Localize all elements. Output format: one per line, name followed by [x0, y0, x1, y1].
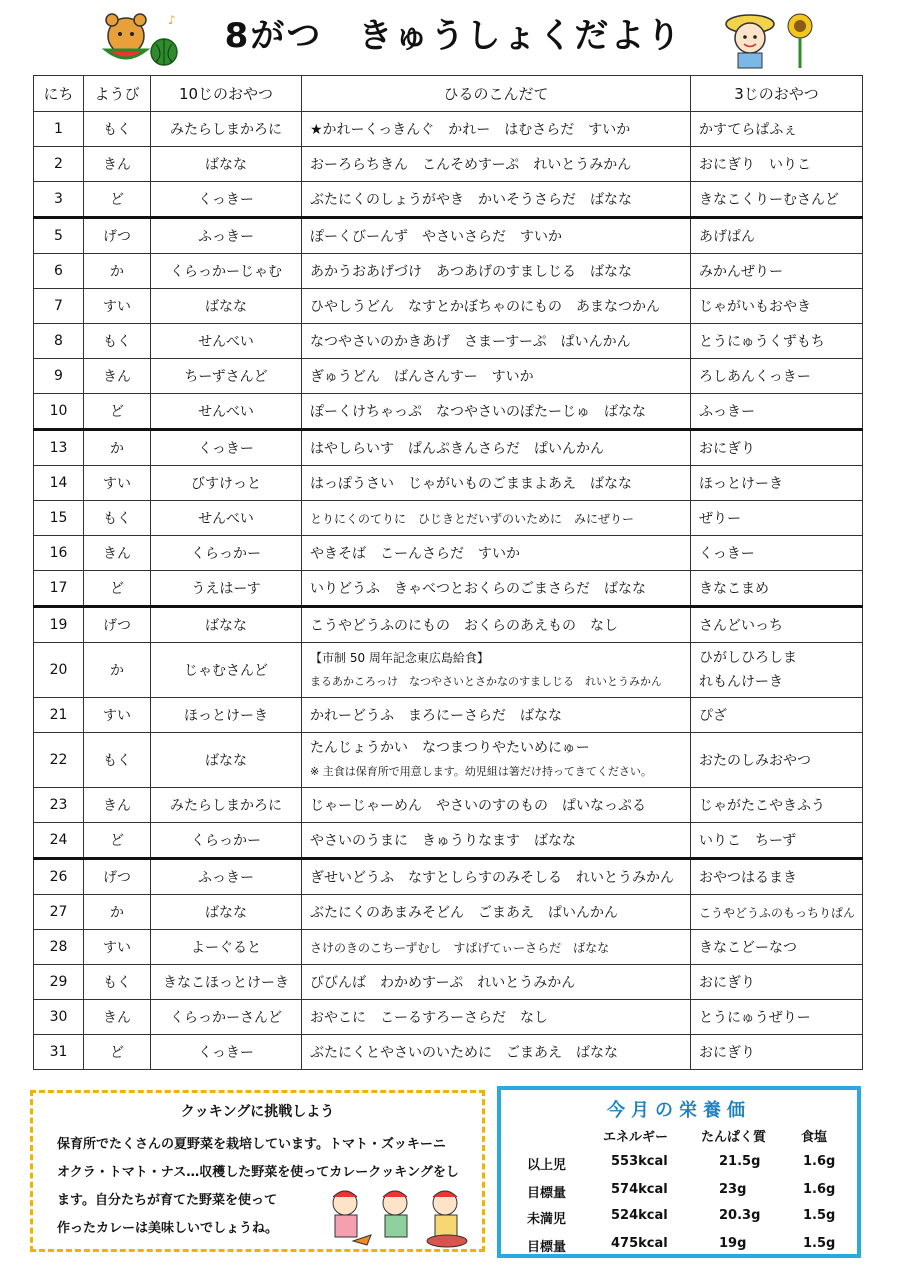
table-row — [34, 1000, 863, 1035]
afternoon-snack-cell — [691, 643, 863, 698]
weekday-cell: げつ — [84, 218, 151, 254]
lunch-cell: やさいのうまに きゅうりなます ばなな — [302, 823, 691, 859]
table-row — [34, 289, 863, 324]
nutrition-salt-value: 1.5g — [803, 1208, 836, 1223]
lunch-cell: ぶたにくのあまみそどん ごまあえ ぱいんかん — [302, 895, 691, 930]
table-row — [34, 788, 863, 823]
weekday-cell: きん — [84, 1000, 151, 1035]
day-cell: 2 — [34, 147, 84, 182]
table-row — [34, 965, 863, 1000]
lunch-cell: さけのきのこちーずむし すぱげてぃーさらだ ばなな — [302, 930, 691, 965]
weekday-cell: もく — [84, 324, 151, 359]
morning-snack-cell: ほっとけーき — [151, 698, 302, 733]
nutrition-salt-value: 1.6g — [803, 1182, 836, 1197]
afternoon-snack-cell: ほっとけーき — [691, 466, 863, 501]
lunch-cell: あかうおあげづけ あつあげのすましじる ばなな — [302, 254, 691, 289]
weekday-cell: か — [84, 895, 151, 930]
day-cell: 7 — [34, 289, 84, 324]
day-cell: 29 — [34, 965, 84, 1000]
day-cell: 17 — [34, 571, 84, 607]
lunch-cell: かれーどうふ まろにーさらだ ばなな — [302, 698, 691, 733]
table-row — [34, 430, 863, 466]
lunch-cell: ぽーくびーんず やさいさらだ すいか — [302, 218, 691, 254]
weekday-cell: すい — [84, 466, 151, 501]
lunch-event-title: たんじょうかい なつまつりやたいめにゅー — [310, 740, 590, 756]
cooking-title: クッキングに挑戦しよう — [180, 1104, 335, 1120]
lunch-cell: はっぽうさい じゃがいものごままよあえ ばなな — [302, 466, 691, 501]
nutrition-col-protein: たんぱく質 — [701, 1130, 767, 1145]
day-cell: 30 — [34, 1000, 84, 1035]
day-cell: 24 — [34, 823, 84, 859]
weekday-cell: げつ — [84, 607, 151, 643]
weekday-cell: きん — [84, 147, 151, 182]
afternoon-snack-cell: きなこどーなつ — [691, 930, 863, 965]
afternoon-snack-cell: きなこくりーむさんど — [691, 182, 863, 218]
afternoon-snack-cell: さんどいっち — [691, 607, 863, 643]
nutrition-protein-value: 23g — [719, 1182, 747, 1197]
afternoon-snack-cell: じゃがいもおやき — [691, 289, 863, 324]
nutrition-row-label: 以上児 — [527, 1158, 567, 1173]
morning-snack-cell: せんべい — [151, 501, 302, 536]
day-cell: 9 — [34, 359, 84, 394]
table-row — [34, 112, 863, 147]
weekday-cell: ど — [84, 571, 151, 607]
morning-snack-cell: せんべい — [151, 394, 302, 430]
nutrition-energy-value: 524kcal — [611, 1208, 668, 1223]
lunch-cell: いりどうふ きゃべつとおくらのごまさらだ ばなな — [302, 571, 691, 607]
table-row — [34, 182, 863, 218]
lunch-cell: ぶたにくのしょうがやき かいそうさらだ ばなな — [302, 182, 691, 218]
lunch-cell: ぎせいどうふ なすとしらすのみそしる れいとうみかん — [302, 859, 691, 895]
cooking-text-line: 作ったカレーは美味しいでしょうね。 — [57, 1221, 279, 1236]
afternoon-snack-cell: ふっきー — [691, 394, 863, 430]
header-lunch: ひるのこんだて — [302, 76, 691, 112]
lunch-cell: なつやさいのかきあげ さまーすーぷ ぱいんかん — [302, 324, 691, 359]
day-cell: 20 — [34, 643, 84, 698]
day-cell: 31 — [34, 1035, 84, 1070]
afternoon-snack-cell: とうにゅうぜりー — [691, 1000, 863, 1035]
menu-table — [33, 75, 863, 1070]
table-row — [34, 859, 863, 895]
table-row — [34, 823, 863, 859]
afternoon-snack-cell: おにぎり いりこ — [691, 147, 863, 182]
table-row — [34, 324, 863, 359]
table-row — [34, 930, 863, 965]
day-cell: 3 — [34, 182, 84, 218]
nutrition-protein-value: 19g — [719, 1236, 747, 1251]
weekday-cell: げつ — [84, 859, 151, 895]
afternoon-snack-cell: くっきー — [691, 536, 863, 571]
weekday-cell: か — [84, 643, 151, 698]
day-cell: 15 — [34, 501, 84, 536]
nutrition-salt-value: 1.6g — [803, 1154, 836, 1169]
afternoon-snack-line-1: ひがしひろしま — [699, 650, 797, 666]
weekday-cell: すい — [84, 930, 151, 965]
morning-snack-cell: よーぐると — [151, 930, 302, 965]
morning-snack-cell: くっきー — [151, 182, 302, 218]
morning-snack-cell: じゃむさんど — [151, 643, 302, 698]
table-row — [34, 643, 863, 698]
header-day: にち — [34, 76, 84, 112]
weekday-cell: すい — [84, 698, 151, 733]
table-row — [34, 607, 863, 643]
nutrition-row-label: 目標量 — [527, 1186, 567, 1201]
weekday-cell: もく — [84, 112, 151, 147]
lunch-cell: やきそば こーんさらだ すいか — [302, 536, 691, 571]
afternoon-snack-cell: ぴざ — [691, 698, 863, 733]
weekday-cell: ど — [84, 394, 151, 430]
afternoon-snack-cell: みかんぜりー — [691, 254, 863, 289]
nutrition-title: 今月の栄養価 — [607, 1100, 751, 1121]
nutrition-energy-value: 574kcal — [611, 1182, 668, 1197]
morning-snack-cell: びすけっと — [151, 466, 302, 501]
weekday-cell: きん — [84, 359, 151, 394]
day-cell: 22 — [34, 733, 84, 788]
nutrition-energy-value: 553kcal — [611, 1154, 668, 1169]
afternoon-snack-cell: とうにゅうくずもち — [691, 324, 863, 359]
lunch-cell — [302, 733, 691, 788]
afternoon-snack-cell: いりこ ちーず — [691, 823, 863, 859]
day-cell: 10 — [34, 394, 84, 430]
weekday-cell: ど — [84, 823, 151, 859]
day-cell: 6 — [34, 254, 84, 289]
afternoon-snack-cell: ぜりー — [691, 501, 863, 536]
nutrition-col-salt: 食塩 — [801, 1130, 828, 1145]
table-header-row — [34, 76, 863, 112]
morning-snack-cell: ばなな — [151, 733, 302, 788]
afternoon-snack-cell: おやつはるまき — [691, 859, 863, 895]
table-row — [34, 895, 863, 930]
lunch-cell: おやこに こーるすろーさらだ なし — [302, 1000, 691, 1035]
nutrition-row-label: 目標量 — [527, 1240, 567, 1255]
lunch-cell: はやしらいす ぱんぷきんさらだ ぱいんかん — [302, 430, 691, 466]
table-row — [34, 466, 863, 501]
morning-snack-cell: くっきー — [151, 1035, 302, 1070]
lunch-cell: ★かれーくっきんぐ かれー はむさらだ すいか — [302, 112, 691, 147]
lunch-cell — [302, 643, 691, 698]
afternoon-snack-cell: おにぎり — [691, 1035, 863, 1070]
weekday-cell: もく — [84, 965, 151, 1000]
table-row — [34, 698, 863, 733]
nutrition-salt-value: 1.5g — [803, 1236, 836, 1251]
table-row — [34, 218, 863, 254]
afternoon-snack-cell: かすてらぱふぇ — [691, 112, 863, 147]
table-row — [34, 536, 863, 571]
bear-watermelon-illustration — [98, 10, 188, 68]
svg-text:♪: ♪ — [168, 13, 176, 27]
morning-snack-cell: ふっきー — [151, 218, 302, 254]
nutrition-energy-value: 475kcal — [611, 1236, 668, 1251]
table-row — [34, 359, 863, 394]
kids-cooking-illustration — [319, 1183, 479, 1248]
weekday-cell: か — [84, 254, 151, 289]
day-cell: 13 — [34, 430, 84, 466]
table-row — [34, 733, 863, 788]
afternoon-snack-cell: おにぎり — [691, 965, 863, 1000]
afternoon-snack-cell: あげぱん — [691, 218, 863, 254]
morning-snack-cell: うえはーす — [151, 571, 302, 607]
table-row — [34, 571, 863, 607]
nutrition-protein-value: 21.5g — [719, 1154, 761, 1169]
afternoon-snack-line-2: れもんけーき — [699, 674, 783, 690]
morning-snack-cell: ばなな — [151, 147, 302, 182]
table-row — [34, 254, 863, 289]
weekday-cell: きん — [84, 536, 151, 571]
morning-snack-cell: くっきー — [151, 430, 302, 466]
morning-snack-cell: みたらしまかろに — [151, 112, 302, 147]
weekday-cell: すい — [84, 289, 151, 324]
child-sunflower-illustration — [720, 10, 820, 70]
weekday-cell: もく — [84, 733, 151, 788]
day-cell: 21 — [34, 698, 84, 733]
page-title: 8がつ きゅうしょくだより — [224, 16, 683, 56]
day-cell: 27 — [34, 895, 84, 930]
lunch-cell: こうやどうふのにもの おくらのあえもの なし — [302, 607, 691, 643]
day-cell: 5 — [34, 218, 84, 254]
nutrition-protein-value: 20.3g — [719, 1208, 761, 1223]
lunch-event-title: 【市制 50 周年記念東広島給食】 — [310, 651, 489, 665]
day-cell: 16 — [34, 536, 84, 571]
morning-snack-cell: きなこほっとけーき — [151, 965, 302, 1000]
morning-snack-cell: ばなな — [151, 607, 302, 643]
morning-snack-cell: ばなな — [151, 895, 302, 930]
afternoon-snack-cell: こうやどうふのもっちりぱん — [691, 895, 863, 930]
cooking-notice — [30, 1090, 485, 1252]
morning-snack-cell: ばなな — [151, 289, 302, 324]
morning-snack-cell: くらっかー — [151, 823, 302, 859]
lunch-cell: とりにくのてりに ひじきとだいずのいために みにぜりー — [302, 501, 691, 536]
morning-snack-cell: みたらしまかろに — [151, 788, 302, 823]
lunch-event-menu: まるあかころっけ なつやさいとさかなのすましじる れいとうみかん — [310, 675, 662, 688]
lunch-cell: おーろらちきん こんそめすーぷ れいとうみかん — [302, 147, 691, 182]
table-row — [34, 147, 863, 182]
cooking-text-line: ます。自分たちが育てた野菜を使って — [57, 1193, 277, 1208]
table-row — [34, 394, 863, 430]
cooking-text-line: オクラ・トマト・ナス…収穫した野菜を使ってカレークッキングをし — [57, 1165, 459, 1180]
weekday-cell: ど — [84, 182, 151, 218]
morning-snack-cell: くらっかーじゃむ — [151, 254, 302, 289]
header-afternoon-snack: 3じのおやつ — [691, 76, 863, 112]
day-cell: 14 — [34, 466, 84, 501]
morning-snack-cell: ちーずさんど — [151, 359, 302, 394]
day-cell: 28 — [34, 930, 84, 965]
afternoon-snack-cell: おたのしみおやつ — [691, 733, 863, 788]
lunch-cell: ぶたにくとやさいのいために ごまあえ ばなな — [302, 1035, 691, 1070]
weekday-cell: きん — [84, 788, 151, 823]
afternoon-snack-cell: おにぎり — [691, 430, 863, 466]
afternoon-snack-cell: ろしあんくっきー — [691, 359, 863, 394]
nutrition-row-label: 未満児 — [527, 1212, 567, 1227]
day-cell: 26 — [34, 859, 84, 895]
day-cell: 8 — [34, 324, 84, 359]
weekday-cell: か — [84, 430, 151, 466]
lunch-cell: びびんば わかめすーぷ れいとうみかん — [302, 965, 691, 1000]
lunch-cell: ひやしうどん なすとかぼちゃのにもの あまなつかん — [302, 289, 691, 324]
weekday-cell: もく — [84, 501, 151, 536]
lunch-cell: ぎゅうどん ばんさんすー すいか — [302, 359, 691, 394]
lunch-cell: じゃーじゃーめん やさいのすのもの ぱいなっぷる — [302, 788, 691, 823]
lunch-cell: ぽーくけちゃっぷ なつやさいのぽたーじゅ ばなな — [302, 394, 691, 430]
morning-snack-cell: せんべい — [151, 324, 302, 359]
morning-snack-cell: くらっかー — [151, 536, 302, 571]
cooking-text-line: 保育所でたくさんの夏野菜を栽培しています。トマト・ズッキーニ — [57, 1137, 446, 1152]
table-row — [34, 1035, 863, 1070]
day-cell: 1 — [34, 112, 84, 147]
day-cell: 19 — [34, 607, 84, 643]
lunch-note: ※ 主食は保育所で用意します。幼児組は箸だけ持ってきてください。 — [310, 765, 652, 778]
morning-snack-cell: ふっきー — [151, 859, 302, 895]
nutrition-col-energy: エネルギー — [603, 1130, 669, 1145]
header-morning-snack: 10じのおやつ — [151, 76, 302, 112]
afternoon-snack-cell: きなこまめ — [691, 571, 863, 607]
nutrition-box — [497, 1086, 861, 1258]
table-row — [34, 501, 863, 536]
afternoon-snack-cell: じゃがたこやきふう — [691, 788, 863, 823]
day-cell: 23 — [34, 788, 84, 823]
weekday-cell: ど — [84, 1035, 151, 1070]
morning-snack-cell: くらっかーさんど — [151, 1000, 302, 1035]
header-weekday: ようび — [84, 76, 151, 112]
